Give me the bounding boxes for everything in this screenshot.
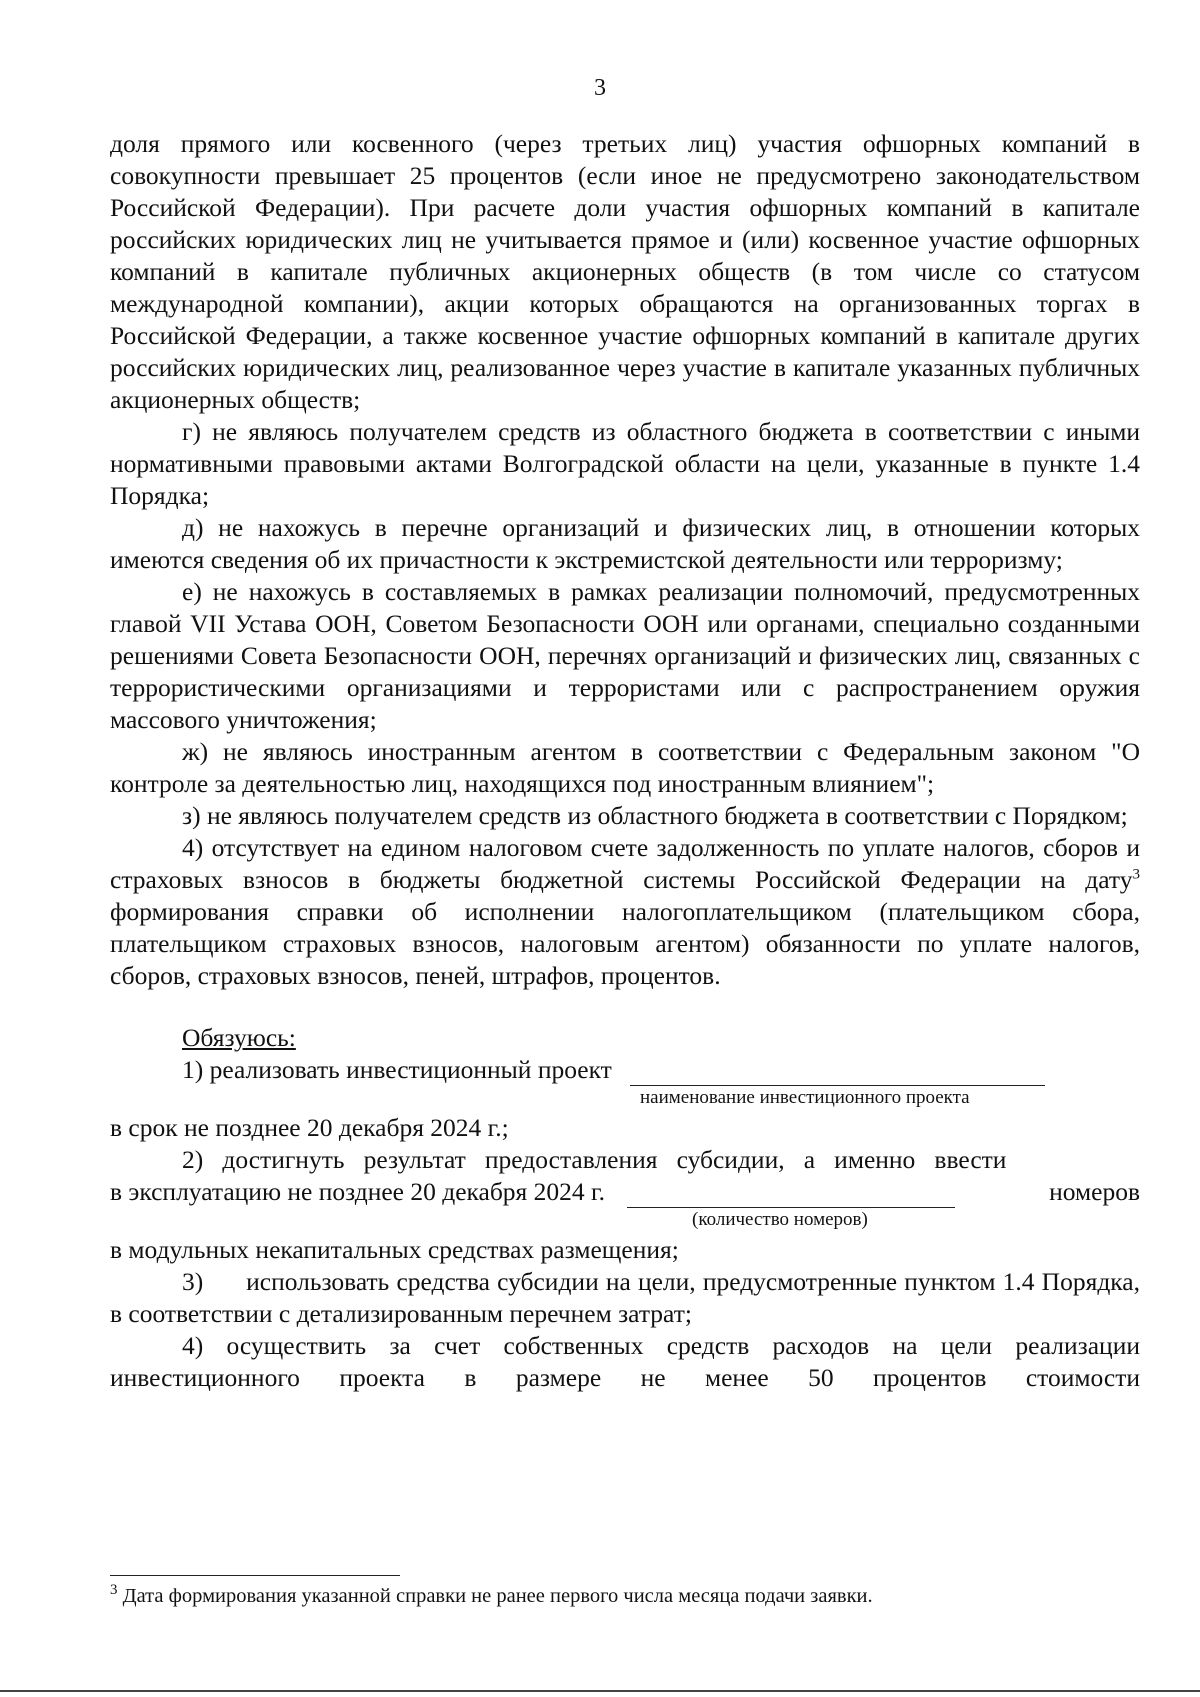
- footnote-reference: 3: [1132, 866, 1140, 883]
- commitment-2-row: [110, 1176, 1140, 1208]
- document-body: [110, 128, 1147, 1394]
- commitment-2-text: в эксплуатацию не позднее 20 декабря 2024 г.: [110, 1177, 605, 1206]
- project-name-caption-row: [110, 1086, 1140, 1112]
- project-name-caption: наименование инвестиционного проекта: [640, 1087, 970, 1108]
- paragraph-offshore-participation: доля прямого или косвенного (через третьих лиц) участия офшорных компаний в совокупности превышает 25 процентов (если иное не предусмотрено законодательством Российской Федерации). При расчете доли участия офшорных компаний в капитале российских юридических лиц не учитывается прямое и (или) косвенное участие офшорных компаний в капитале публичных акционерных обществ (в том числе со статусом международной компании), акции которых обращаются на организованных торгах в Российской Федерации, а также косвенное участие офшорных компаний в капитале других российских юридических лиц, реализованное через участие в капитале указанных публичных акционерных обществ;: [110, 129, 1140, 414]
- commitments-heading-text: Обязуюсь:: [182, 1023, 296, 1052]
- footnote-separator: [110, 1575, 400, 1576]
- paragraph-item-e: е) не нахожусь в составляемых в рамках реализации полномочий, предусмотренных главой VII Устава ООН, Советом Безопасности ООН или органами, специально созданными решениями Совета Безопасности ООН, перечнях организаций и физических лиц, связанных с террористическими организациями и террористами или с распространением оружия массового уничтожения;: [110, 577, 1140, 734]
- paragraph-item-4-tax: [110, 832, 1140, 992]
- commitment-3: 3) использовать средства субсидии на цели, предусмотренные пунктом 1.4 Порядка, в соответствии с детализированным перечнем затрат;: [110, 1267, 1147, 1328]
- commitment-4: 4) осуществить за счет собственных средств расходов на цели реализации инвестиционного проекта в размере не менее 50 процентов стоимости: [110, 1331, 1140, 1392]
- page-number: 3: [594, 75, 606, 101]
- footnote-marker: 3: [110, 1582, 118, 1599]
- commitments-heading: [110, 1022, 1140, 1054]
- commitment-1-row: [110, 1054, 1140, 1086]
- footnote-text: Дата формирования указанной справки не ранее первого числа месяца подачи заявки.: [117, 1585, 873, 1607]
- paragraph-item-4-text-end: формирования справки об исполнении налогоплательщиком (плательщиком сбора, плательщиком страховых взносов, налоговым агентом) обязанности по уплате налогов, сборов, страховых взносов, пеней, штрафов, процентов.: [110, 897, 1140, 990]
- footnote: [110, 1583, 1140, 1609]
- commitment-1-label: 1) реализовать инвестиционный проект: [182, 1055, 612, 1084]
- rooms-count-blank[interactable]: [627, 1183, 955, 1208]
- paragraph-item-z: з) не являюсь получателем средств из областного бюджета в соответствии с Порядком;: [182, 801, 1128, 830]
- rooms-count-caption-row: [110, 1208, 1140, 1234]
- rooms-count-caption: (количество номеров): [692, 1209, 868, 1230]
- commitment-2-unit: номеров: [1049, 1177, 1140, 1206]
- section-spacer: [110, 992, 1140, 1022]
- paragraph-item-d: д) не нахожусь в перечне организаций и физических лиц, в отношении которых имеются сведения об их причастности к экстремистской деятельности или терроризму;: [110, 513, 1140, 574]
- scan-bottom-edge: [0, 1690, 1200, 1692]
- paragraph-item-g: г) не являюсь получателем средств из областного бюджета в соответствии с иными нормативными правовыми актами Волгоградской области на цели, указанные в пункте 1.4 Порядка;: [110, 417, 1140, 510]
- commitment-2-continuation: в модульных некапитальных средствах размещения;: [110, 1235, 679, 1264]
- paragraph-item-4-text-start: 4) отсутствует на едином налоговом счете задолженность по уплате налогов, сборов и страховых взносов в бюджеты бюджетной системы Российской Федерации на дату: [110, 833, 1140, 894]
- commitment-2-line-1: 2) достигнуть результат предоставления субсидии, а именно ввести: [182, 1145, 1007, 1174]
- commitment-1-continuation: в срок не позднее 20 декабря 2024 г.;: [110, 1113, 509, 1142]
- project-name-blank[interactable]: [630, 1061, 1045, 1086]
- paragraph-item-zh: ж) не являюсь иностранным агентом в соответствии с Федеральным законом "О контроле за деятельностью лиц, находящихся под иностранным влиянием";: [110, 737, 1140, 798]
